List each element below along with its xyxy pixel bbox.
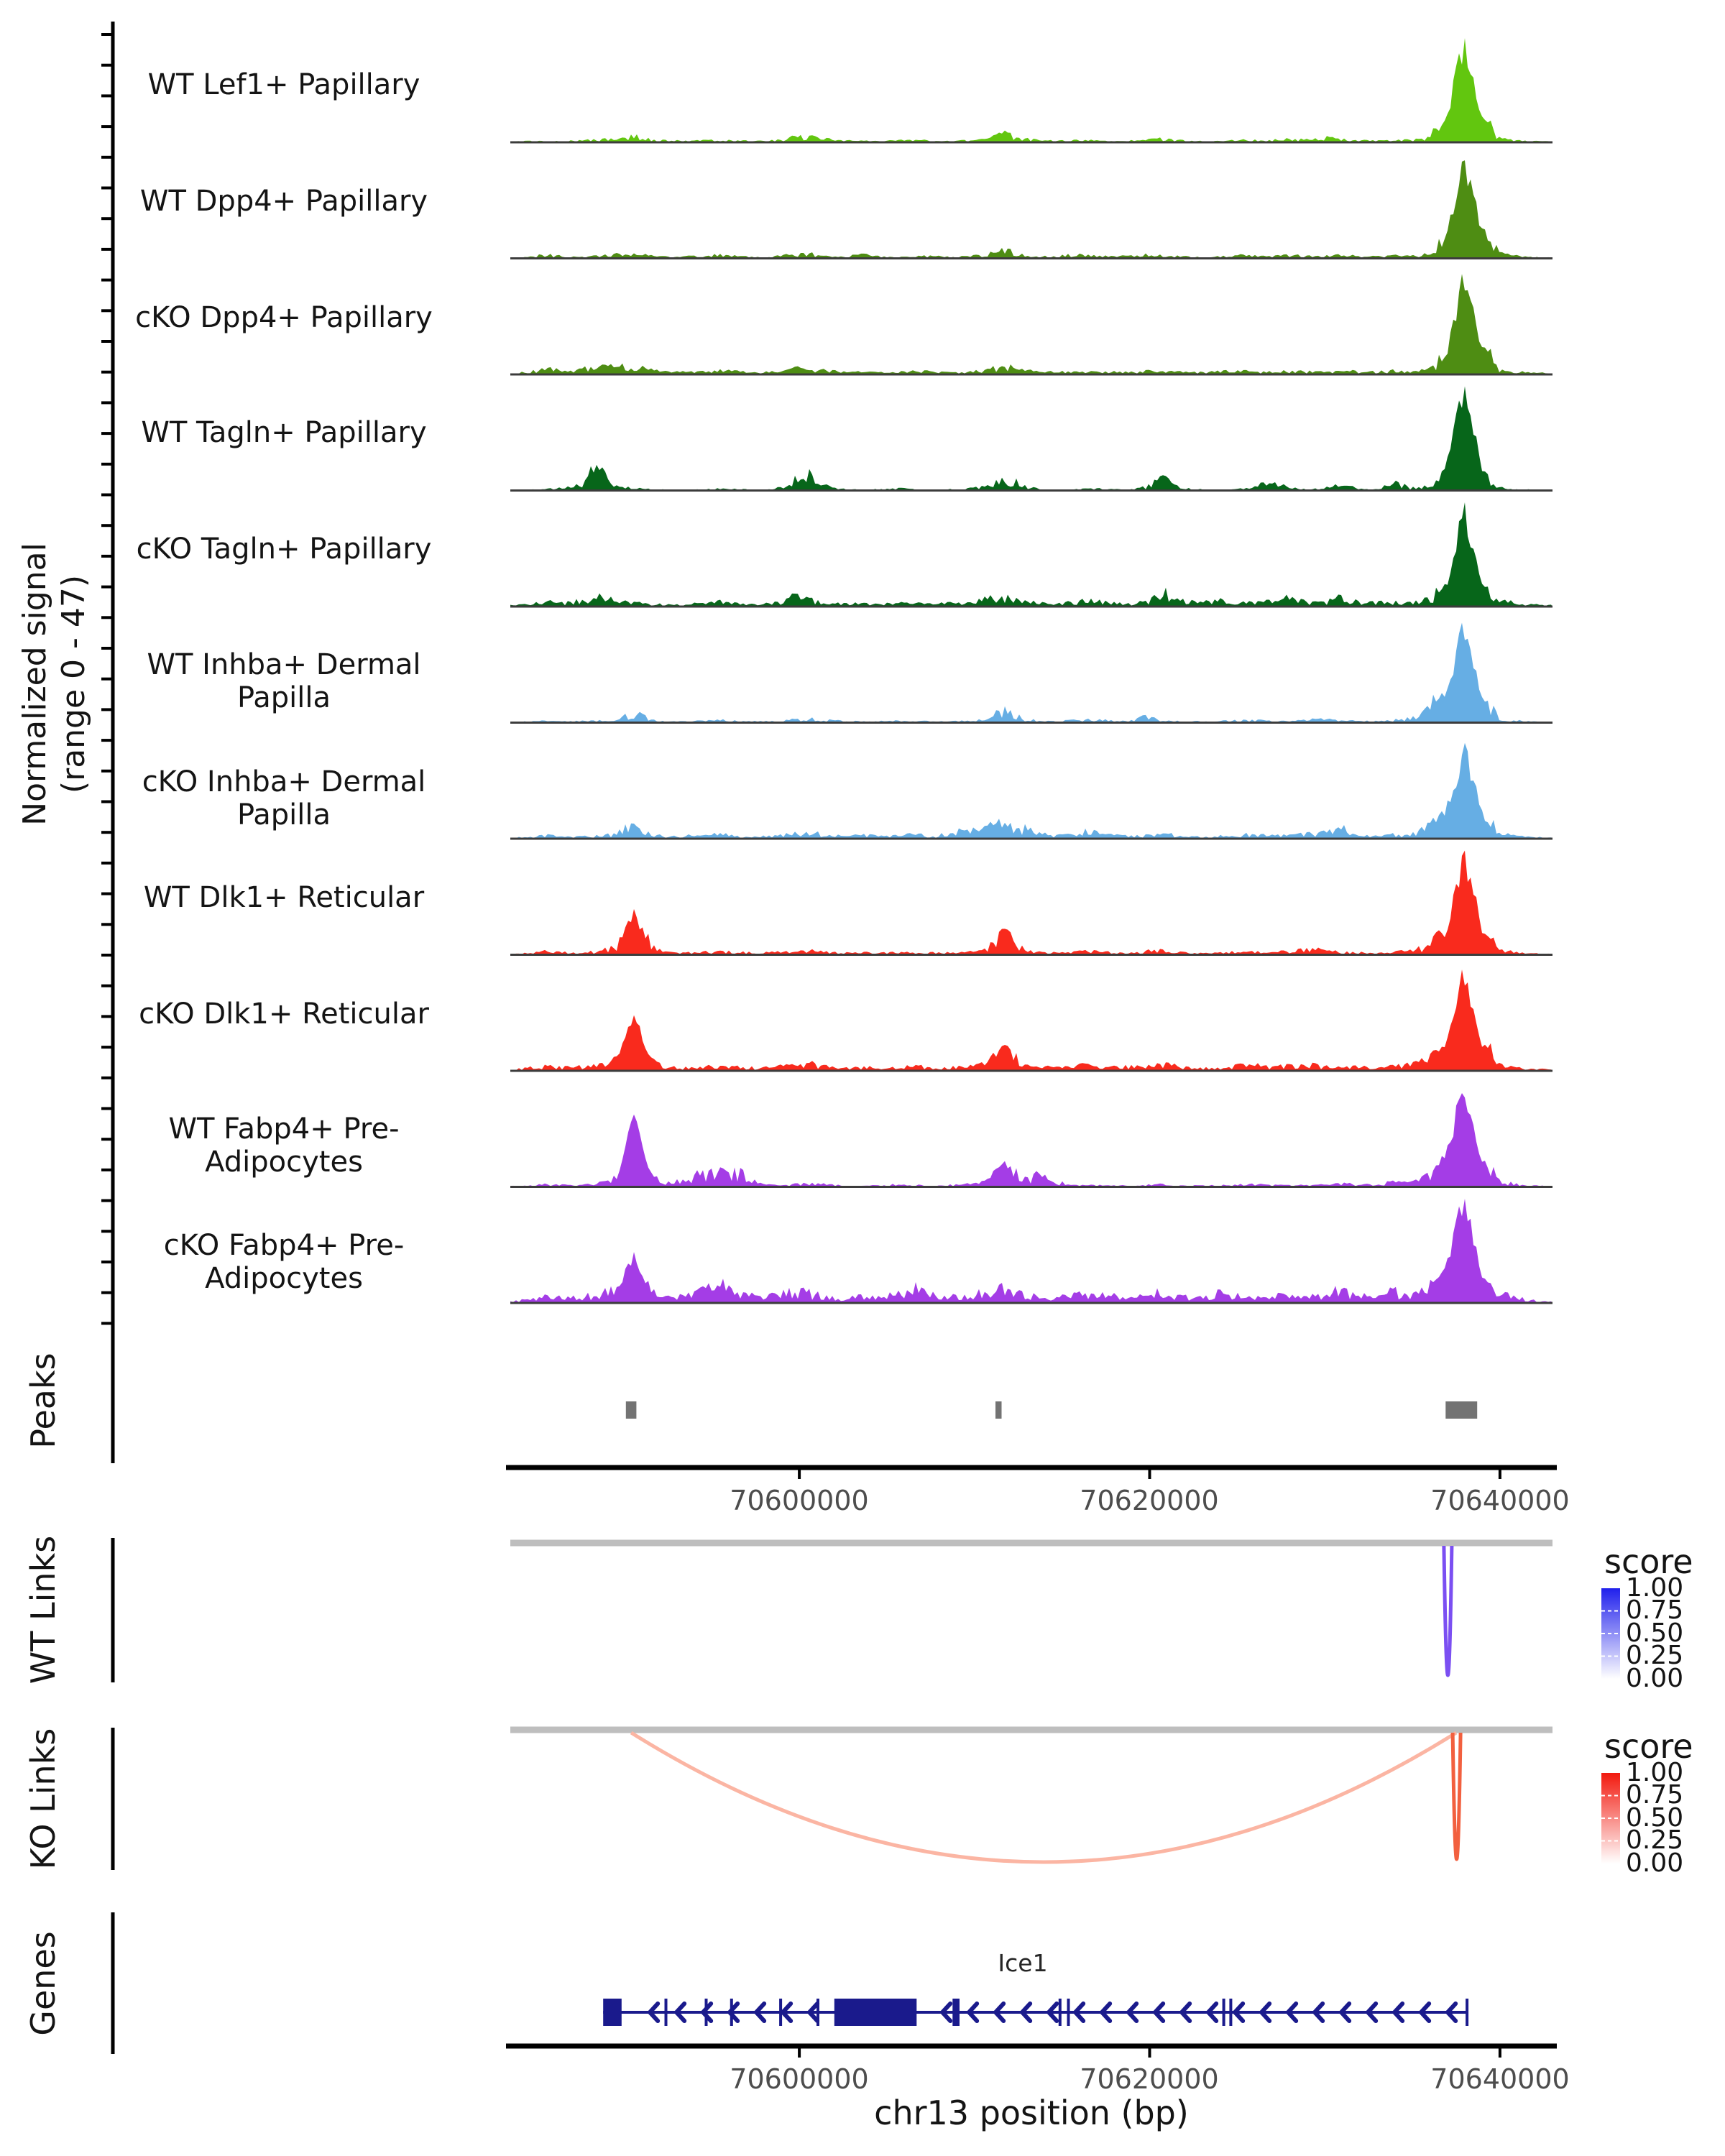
y-axis-label bbox=[16, 543, 93, 826]
y-axis-label-line2: (range 0 - 47) bbox=[55, 574, 92, 794]
legend-tick-label: 0.50 bbox=[1626, 1618, 1684, 1648]
legend-tick-label: 0.00 bbox=[1626, 1848, 1684, 1878]
axis-tick-label: 70600000 bbox=[730, 1485, 869, 1516]
legend-tick-label: 0.75 bbox=[1626, 1780, 1684, 1810]
track-label: cKO Dpp4+ Papillary bbox=[135, 301, 433, 334]
track-label: WT Lef1+ Papillary bbox=[147, 68, 420, 101]
wt-links-legend-title: score bbox=[1604, 1542, 1693, 1581]
track-label: WT Inhba+ Dermal Papilla bbox=[147, 648, 421, 714]
legend-tick-label: 1.00 bbox=[1626, 1758, 1684, 1787]
legend-tick-label: 0.50 bbox=[1626, 1803, 1684, 1833]
track-label: WT Dlk1+ Reticular bbox=[143, 881, 425, 914]
track-label: cKO Inhba+ Dermal Papilla bbox=[142, 765, 426, 831]
legend-tick-label: 0.25 bbox=[1626, 1641, 1684, 1670]
track-label: WT Fabp4+ Pre-Adipocytes bbox=[168, 1112, 400, 1179]
track-label: cKO Tagln+ Papillary bbox=[136, 533, 432, 566]
track-label: WT Tagln+ Papillary bbox=[141, 416, 427, 449]
section-label-genes: Genes bbox=[24, 1931, 63, 2036]
section-label-peaks: Peaks bbox=[24, 1353, 63, 1449]
legend-tick-label: 1.00 bbox=[1626, 1573, 1684, 1603]
section-label-wt-links: WT Links bbox=[24, 1535, 63, 1685]
ko-links-legend-title: score bbox=[1604, 1727, 1693, 1766]
axis-tick-label: 70600000 bbox=[730, 2063, 869, 2095]
legend-tick-label: 0.00 bbox=[1626, 1664, 1684, 1693]
gene-name-label: Ice1 bbox=[998, 1949, 1048, 1977]
legend-tick-label: 0.75 bbox=[1626, 1595, 1684, 1625]
section-label-ko-links: KO Links bbox=[24, 1728, 63, 1870]
legend-tick-label: 0.25 bbox=[1626, 1825, 1684, 1855]
axis-tick-label: 70620000 bbox=[1080, 1485, 1219, 1516]
axis-tick-label: 70640000 bbox=[1430, 2063, 1570, 2095]
axis-tick-label: 70620000 bbox=[1080, 2063, 1219, 2095]
axis-tick-label: 70640000 bbox=[1430, 1485, 1570, 1516]
x-axis-label: chr13 position (bp) bbox=[874, 2093, 1189, 2132]
track-label: cKO Dlk1+ Reticular bbox=[139, 998, 429, 1031]
track-label: cKO Fabp4+ Pre-Adipocytes bbox=[163, 1229, 405, 1295]
track-label: WT Dpp4+ Papillary bbox=[139, 185, 428, 218]
y-axis-label-line1: Normalized signal bbox=[17, 543, 53, 826]
